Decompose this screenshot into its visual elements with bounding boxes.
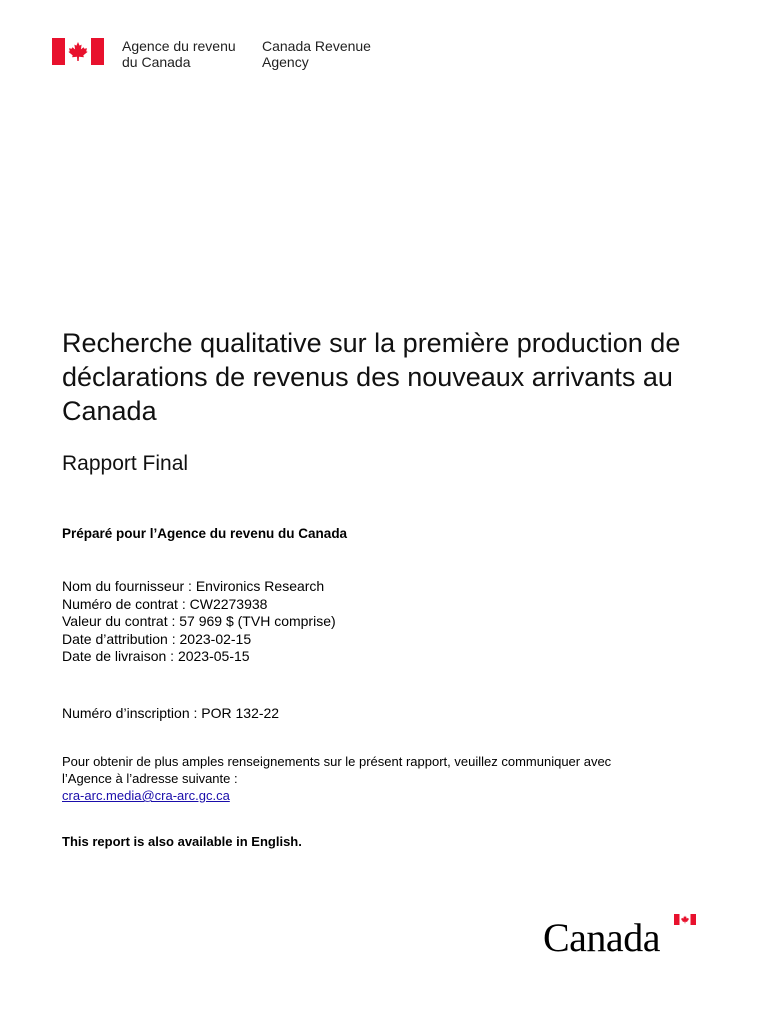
canada-flag-icon [52,38,104,65]
contact-line2: l’Agence à l’adresse suivante : [62,771,238,786]
agency-fr-line1: Agence du revenu [122,38,236,54]
agency-name-english [262,38,402,70]
english-availability-note: This report is also available in English. [62,834,302,849]
prepared-for: Préparé pour l’Agence du revenu du Canada [62,526,348,541]
report-title: Recherche qualitative sur la première production de déclarations de revenus des nouveaux arrivants au Canada [62,328,681,426]
contact-email-link[interactable]: cra-arc.media@cra-arc.gc.ca [62,788,230,803]
registration-number: Numéro d’inscription : POR 132-22 [62,705,280,721]
award-date: Date d’attribution : 2023-02-15 [62,630,252,647]
delivery-date: Date de livraison : 2023-05-15 [62,648,250,664]
contract-number: Numéro de contrat : CW2273938 [62,595,268,612]
contract-details [62,578,336,666]
contact-line1: Pour obtenir de plus amples renseignements sur le présent rapport, veuillez communiquer avec [62,754,612,769]
contract-value: Valeur du contrat : 57 969 $ (TVH comprise) [62,613,336,629]
agency-en-line1: Canada Revenue [262,38,371,54]
report-subtitle: Rapport Final [62,452,189,475]
contact-info [62,753,682,804]
agency-fr-line2: du Canada [122,54,191,70]
agency-en-line2: Agency [262,54,309,70]
government-header [52,38,371,70]
agency-name-french [122,38,262,70]
canada-wordmark-flag-icon [674,914,696,925]
wordmark-text: Canada [543,915,660,960]
supplier-name: Nom du fournisseur : Environics Research [62,578,325,594]
canada-wordmark [543,912,698,960]
